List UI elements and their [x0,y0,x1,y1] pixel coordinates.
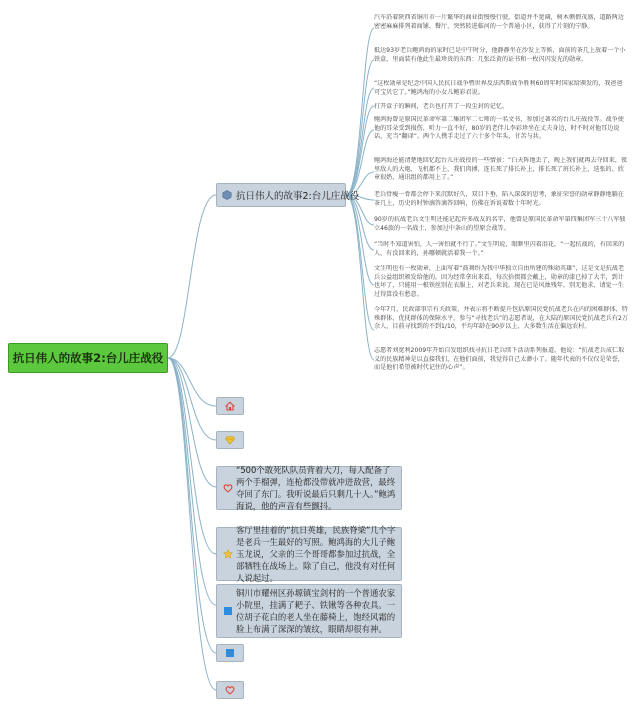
branch-card-dare-to-die[interactable] [216,466,402,510]
branch-square[interactable] [216,644,244,662]
root-title: 抗日伟人的故事2:台儿庄战役 [12,351,164,365]
note-text: 文生明也有一枚勋章，上面写着“鼓舞纷为我中华独立自由所建的殊勋英雄”，这是文是抗战老兵公益组织颁发给他的。因为经常拿出来看，每次拾掇都会戴上，勋章的漆已掉了大半，到计也坏了，只能用一根铁丝别在衣服上，对老兵来说，现在已是风烛残年，别无他求，请觉一生过得算没有愁意。 [374,265,625,299]
heart-icon [223,483,233,493]
note-text: “这枚勋章是纪念中国人民抗日战争暨世界反法西斯战争胜利60周年时国家给颁发的，我爸爸可宝贝它了。”鲍鸿海的小女儿鲍彩君说。 [374,80,623,96]
note-text: 抵达93岁老兵鲍鸿海的家时已是中午时分，他静静坐在沙发上等候，面前的茶几上放着一个小铁盒，里面装有他此生最珍贵的东西：几张泛黄的证书和一枚闪闪发光的勋章。 [374,47,626,63]
note-text: 志愿者刘宽利2009年开始自发组织找寻抗日老兵续下活动系列报道，他说：“抗战老兵成仁取义的民族精神是以直接我们，在他们面前，我觉得自己太渺小了。随年代表的不仅仅是荣誉，而是他们希望被时代记住的心声”。 [374,347,625,372]
card-text: “500个敢死队队员背着大刀，每人配备了两个手榴弹，连枪都没带就冲进敌营，最终夺回了东门。我听说最后只剩几十人。”鲍鸿海说，他的声音有些颤抖。 [236,465,396,511]
branch-heart[interactable] [216,681,244,699]
diamond-icon [225,435,235,445]
hexagon-icon [222,190,232,200]
branch-diamond[interactable] [216,431,244,449]
topic-node[interactable] [216,183,360,207]
star-icon [223,549,233,559]
note-text: 鲍鸿海曾是原国民革命军第二集团军二七师的一名文书，参加过著名的台儿庄战役等。战争使他的耳朵受到损伤，听力一直不好，80岁的老伴儿李彩珍坐在丈夫身边，时不时对他耳边说话，充当“翻译”。两个人携手走过了六十多个年头，甘苦与共。 [374,116,624,141]
note-text: 鲍鸿海还能清楚地回忆起台儿庄战役的一些情景：“白天阵地丢了，晚上我们就再去夺回来，夜里敌人的大炮、飞机都不上，我们肉搏，连长死了排长补上，排长死了班长补上，迭张的、欣章很奶，通讯组的都用上了。” [374,157,628,182]
square-icon [225,648,235,658]
branch-house[interactable] [216,397,244,415]
topic-title: 抗日伟人的故事2:台儿庄战役 [236,191,360,202]
branch-card-hero[interactable] [216,527,402,581]
card-text: 客厅里挂着的“抗日英雄，民族脊梁”几个字是老兵一生最好的写照。鲍鸿海的大儿子鲍玉龙说，父亲的三个哥哥都参加过抗战，全部牺牲在战场上。除了自己，他没有对任何人说起过。 [236,525,396,583]
note-text: 今年7月，民政部事宗有关政策，并表示将不断提升包括原国民党抗战老兵在内的困难群体、特殊群体、优抚群体的保障水平。参与“寻找老兵”的志愿者说，在大陆的原国民党抗战老兵有2万余人，目前寻找到的不到1/10，平均年龄在90岁以上，大多数生活在偏远农村。 [374,306,628,331]
note-text: 90岁的抗战老兵文生明还能记起许多战友的名字，他曾是原国民革命军第四集团军三十八军独立46旅的一名战士，参加过中条山的望原会战等。 [374,216,626,232]
card-text: 铜川市耀州区孙塬镇宝剑村的一个普通农家小院里，挂满了耙子、铁锹等各种农具。一位胡子花白的老人坐在藤椅上，饱经风霜的脸上布满了深深的皱纹，眼睛却很有神。 [236,588,396,634]
note-text: 汽车沿着陕西省铜川市一片繁华的商业街慢慢行驶，街道并不宽阔，树木侧偎茂盛，道路两边密密麻麻排列着商铺、餐厅，突然转进临河的一个普通小区，获得了片刻的宁静。 [374,14,624,30]
note-text: 打开盒子的瞬间，老兵也打开了一段尘封的记忆。 [374,103,509,110]
house-icon [225,401,235,411]
root-node[interactable] [8,343,168,373]
heart-icon [225,685,235,695]
note-text: 老兵骨瘦一骨都会停下来沉默好久，双目下垂，陷入深深的思考，象征荣誉的勋章静静地躺在茶几上，历史的时钟滴答滴答回响，仿佛在诉说着数十年时光。 [374,191,624,207]
square-icon [223,606,233,616]
branch-card-village[interactable] [216,584,402,638]
note-text: “当时不知道害怕，人一害怕就不行了。”文生明说，眼眶里闪着泪花，“一起抗战的，有回来的人，有没回来的，孙哪顿就活着我一个。” [374,241,625,257]
